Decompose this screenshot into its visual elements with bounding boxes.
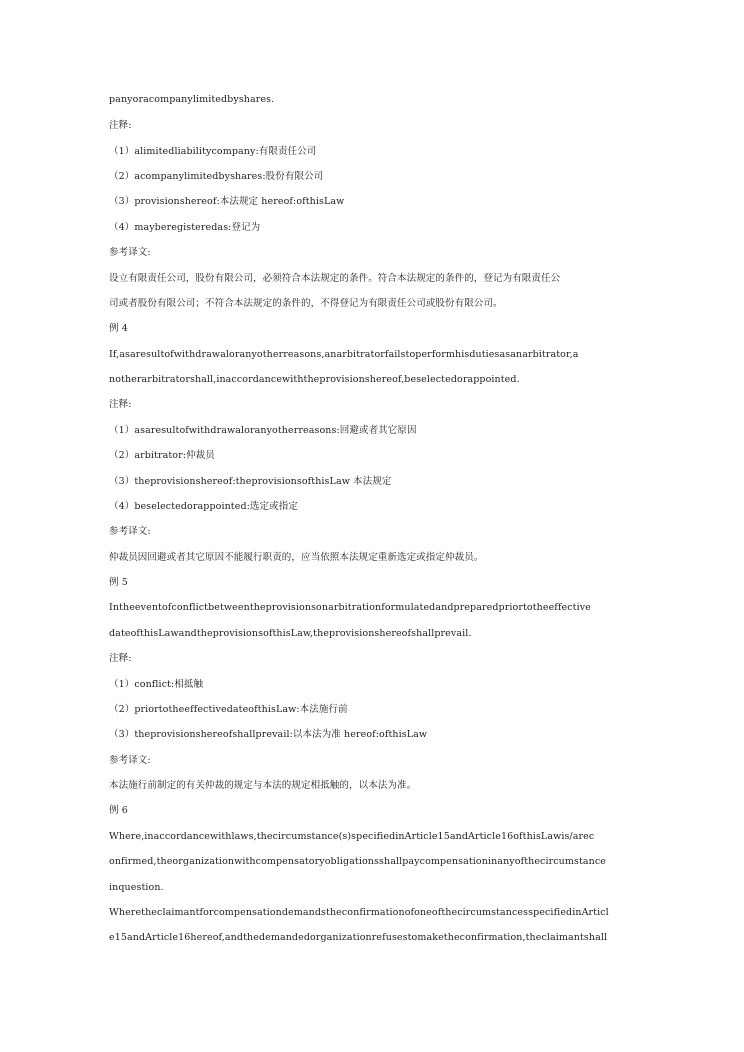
note-item: （2）acompanylimitedbyshares:股份有限公司 <box>109 171 324 182</box>
note-item: （2）arbitrator:仲裁员 <box>109 450 215 461</box>
note-item: （1）alimitedliabilitycompany:有限责任公司 <box>109 146 317 157</box>
text-line: notherarbitratorshall,inaccordancewiththeprovisionshereof,beselectedorappointed. <box>109 374 520 385</box>
note-item: （3）theprovisionshereof:theprovisionsofthisLaw 本法规定 <box>109 476 392 487</box>
note-item: （2）priortotheeffectivedateofthisLaw:本法施行前 <box>109 704 348 715</box>
text-line: e15andArticle16hereof,andthedemandedorganizationrefusestomaketheconfirmation,theclaimantshall <box>109 932 608 943</box>
section-label: 注释: <box>109 120 132 131</box>
note-item: （4）beselectedorappointed:选定或指定 <box>109 501 298 512</box>
note-item: （3）theprovisionshereofshallprevail:以本法为准 hereof:ofthisLaw <box>109 729 428 740</box>
note-item: （1）asaresultofwithdrawaloranyotherreasons:回避或者其它原因 <box>109 425 417 436</box>
section-label: 参考译文: <box>109 526 151 537</box>
section-label: 注释: <box>109 399 132 410</box>
section-label: 参考译文: <box>109 755 151 766</box>
example-heading: 例 5 <box>109 577 128 588</box>
note-item: （1）conflict:相抵触 <box>109 679 204 690</box>
translation-text: 司或者股份有限公司；不符合本法规定的条件的，不得登记为有限责任公司或股份有限公司。 <box>109 298 503 309</box>
example-heading: 例 6 <box>109 805 128 816</box>
translation-text: 仲裁员因回避或者其它原因不能履行职责的，应当依照本法规定重新选定或指定仲裁员。 <box>109 552 484 563</box>
text-line: onfirmed,theorganizationwithcompensatoryobligationsshallpaycompensationinanyofthecircumstance <box>109 856 607 867</box>
text-line: dateofthisLawandtheprovisionsofthisLaw,theprovisionshereofshallprevail. <box>109 628 472 639</box>
text-line: Intheeventofconflictbetweentheprovisionsonarbitrationformulatedandpreparedpriortotheeffective <box>109 602 591 613</box>
note-item: （4）mayberegisteredas:登记为 <box>109 222 261 233</box>
section-label: 参考译文: <box>109 247 151 258</box>
translation-text: 设立有限责任公司，股份有限公司，必须符合本法规定的条件。符合本法规定的条件的，登记为有限责任公 <box>109 273 561 284</box>
section-label: 注释: <box>109 653 132 664</box>
text-line: panyoracompanylimitedbyshares. <box>109 94 275 105</box>
example-heading: 例 4 <box>109 323 128 334</box>
text-line: inquestion. <box>109 882 164 893</box>
translation-text: 本法施行前制定的有关仲裁的规定与本法的规定相抵触的，以本法为准。 <box>109 780 417 791</box>
text-line: Where,inaccordancewithlaws,thecircumstance(s)specifiedinArticle15andArticle16ofthisLawis/arec <box>109 831 595 842</box>
note-item: （3）provisionshereof:本法规定 hereof:ofthisLaw <box>109 196 345 207</box>
text-line: If,asaresultofwithdrawaloranyotherreasons,anarbitratorfailstoperformhisdutiesasanarbitrator,a <box>109 349 579 360</box>
text-line: WheretheclaimantforcompensationdemandstheconfirmationofoneofthecircumstancesspecifiedinArticl <box>109 907 609 918</box>
